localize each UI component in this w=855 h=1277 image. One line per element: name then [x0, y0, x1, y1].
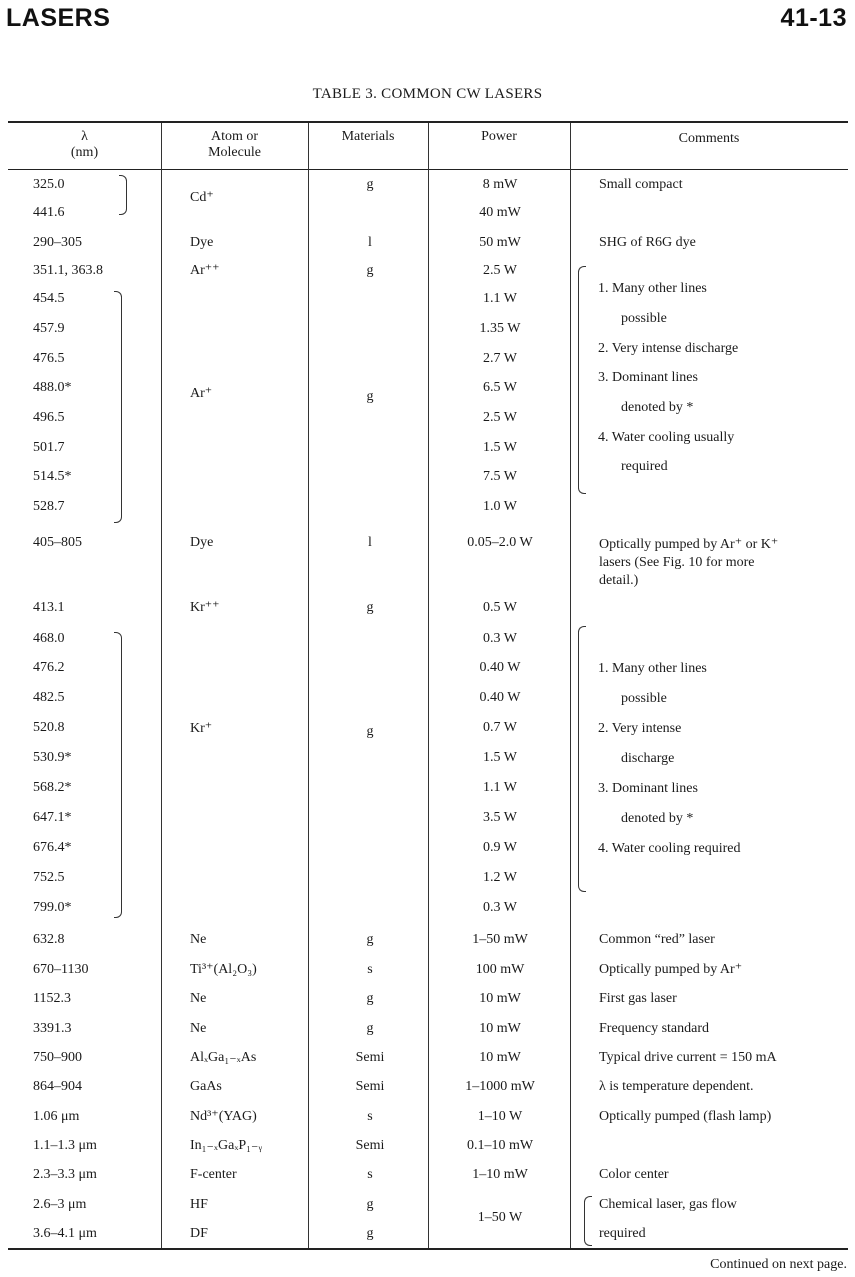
- power-cell: 1.35 W: [479, 321, 521, 336]
- power-cell: 1–10 W: [477, 1109, 523, 1124]
- power-cell: 0.40 W: [479, 660, 521, 675]
- atom-cell: Ne: [190, 932, 207, 947]
- lambda-cell: 476.2: [33, 660, 65, 675]
- comment-cell: Common “red” laser: [599, 932, 715, 947]
- ar-comment-line: denoted by *: [621, 400, 694, 415]
- power-cell: 1–50 mW: [472, 932, 528, 947]
- comment-cell: λ is temperature dependent.: [599, 1079, 754, 1094]
- power-cell: 1.1 W: [483, 780, 517, 795]
- lambda-cell: 454.5: [33, 291, 65, 306]
- power-cell: 1.0 W: [483, 499, 517, 514]
- running-header-title: LASERS: [6, 4, 111, 32]
- column-divider: [428, 123, 429, 1248]
- comment-cell: First gas laser: [599, 991, 677, 1006]
- ar-comment-line: possible: [621, 311, 667, 326]
- material-cell: g: [366, 932, 374, 947]
- atom-cell: Dye: [190, 235, 214, 250]
- lambda-cell: 514.5*: [33, 469, 72, 484]
- group-material-ar: g: [366, 389, 374, 404]
- atom-cell: AlₓGa₁₋ₓAs: [190, 1050, 257, 1065]
- lambda-cell: 351.1, 363.8: [33, 263, 103, 278]
- comment-cell: SHG of R6G dye: [599, 235, 696, 250]
- comment-bracket: [578, 626, 586, 892]
- comment-cell: Typical drive current = 150 mA: [599, 1050, 777, 1065]
- comment-cell: Optically pumped (flash lamp): [599, 1109, 772, 1124]
- lambda-cell: 405–805: [33, 535, 82, 550]
- power-cell: 8 mW: [482, 177, 518, 192]
- group-bracket: [119, 175, 127, 215]
- header-power: Power: [481, 129, 517, 144]
- atom-cell: Kr⁺⁺: [190, 600, 220, 615]
- lambda-cell: 501.7: [33, 440, 65, 455]
- lambda-cell: 647.1*: [33, 810, 72, 825]
- lambda-cell: 290–305: [33, 235, 82, 250]
- material-cell: g: [366, 1226, 374, 1241]
- ar-comment-line: 1. Many other lines: [598, 281, 707, 296]
- material-cell: l: [368, 535, 372, 550]
- header-lambda-unit: (nm): [70, 145, 99, 160]
- material-cell: g: [366, 991, 374, 1006]
- power-cell: 100 mW: [475, 962, 525, 977]
- power-cell: 0.5 W: [483, 600, 517, 615]
- material-cell: s: [367, 962, 373, 977]
- power-cell: 10 mW: [479, 1050, 521, 1065]
- lambda-cell: 488.0*: [33, 380, 72, 395]
- lambda-cell: 520.8: [33, 720, 65, 735]
- atom-cell: F-center: [190, 1167, 237, 1182]
- lambda-cell: 2.6–3 μm: [33, 1197, 87, 1212]
- power-cell: 50 mW: [479, 235, 521, 250]
- lambda-cell: 3.6–4.1 μm: [33, 1226, 97, 1241]
- power-cell: 0.40 W: [479, 690, 521, 705]
- comment-bracket: [584, 1196, 592, 1246]
- atom-cell: Ne: [190, 1021, 207, 1036]
- header-atom: Atom or: [210, 129, 259, 144]
- lambda-cell: 476.5: [33, 351, 65, 366]
- comment-cell: Frequency standard: [599, 1021, 710, 1036]
- atom-cell: Ti³⁺(Al₂O₃): [190, 962, 257, 977]
- dye-comment-line: detail.): [599, 573, 639, 588]
- group-atom-cd: Cd⁺: [190, 190, 214, 205]
- ar-comment-line: 2. Very intense discharge: [598, 341, 739, 356]
- comment-cell: Optically pumped by Ar⁺: [599, 962, 743, 977]
- lambda-cell: 750–900: [33, 1050, 82, 1065]
- power-cell: 2.5 W: [483, 410, 517, 425]
- power-cell: 1–1000 mW: [465, 1079, 535, 1094]
- lambda-cell: 670–1130: [33, 962, 89, 977]
- power-cell: 1.5 W: [483, 750, 517, 765]
- power-cell: 1.1 W: [483, 291, 517, 306]
- kr-comment-line: denoted by *: [621, 811, 694, 826]
- ar-comment-line: required: [621, 459, 668, 474]
- ar-comment-line: 3. Dominant lines: [598, 370, 698, 385]
- kr-comment-line: 4. Water cooling required: [598, 841, 741, 856]
- header-lambda: λ: [81, 129, 88, 144]
- atom-cell: In₁₋ₓGaₓP₁₋ᵧ: [190, 1138, 263, 1153]
- atom-cell: DF: [190, 1226, 208, 1241]
- column-divider: [161, 123, 162, 1248]
- power-cell: 10 mW: [479, 1021, 521, 1036]
- group-power-hfdf: 1–50 W: [477, 1210, 523, 1225]
- atom-cell: GaAs: [190, 1079, 222, 1094]
- group-comment-cd: Small compact: [599, 177, 683, 192]
- atom-cell: HF: [190, 1197, 208, 1212]
- hfdf-comment-line: Chemical laser, gas flow: [599, 1197, 737, 1212]
- lambda-cell: 1.1–1.3 μm: [33, 1138, 97, 1153]
- lambda-cell: 441.6: [33, 205, 65, 220]
- power-cell: 3.5 W: [483, 810, 517, 825]
- kr-comment-line: 1. Many other lines: [598, 661, 707, 676]
- material-cell: g: [366, 1197, 374, 1212]
- dye-comment-line: lasers (See Fig. 10 for more: [599, 555, 755, 570]
- lambda-cell: 864–904: [33, 1079, 82, 1094]
- group-bracket: [114, 632, 122, 918]
- kr-comment-line: possible: [621, 691, 667, 706]
- material-cell: s: [367, 1167, 373, 1182]
- material-cell: l: [368, 235, 372, 250]
- power-cell: 10 mW: [479, 991, 521, 1006]
- lambda-cell: 752.5: [33, 870, 65, 885]
- atom-cell: Nd³⁺(YAG): [190, 1109, 257, 1124]
- material-cell: Semi: [355, 1050, 385, 1065]
- power-cell: 0.7 W: [483, 720, 517, 735]
- power-cell: 0.05–2.0 W: [467, 535, 533, 550]
- power-cell: 0.3 W: [483, 900, 517, 915]
- group-material-kr: g: [366, 724, 374, 739]
- lambda-cell: 482.5: [33, 690, 65, 705]
- kr-comment-line: 2. Very intense: [598, 721, 682, 736]
- power-cell: 7.5 W: [483, 469, 517, 484]
- power-cell: 0.1–10 mW: [466, 1138, 534, 1153]
- lambda-cell: 632.8: [33, 932, 65, 947]
- dye-comment-line: Optically pumped by Ar⁺ or K⁺: [599, 537, 779, 552]
- material-cell: g: [366, 1021, 374, 1036]
- power-cell: 0.9 W: [483, 840, 517, 855]
- comment-bracket: [578, 266, 586, 494]
- comment-cell: Color center: [599, 1167, 669, 1182]
- lambda-cell: 1152.3: [33, 991, 71, 1006]
- header-comments: Comments: [678, 131, 740, 146]
- power-cell: 2.7 W: [483, 351, 517, 366]
- atom-cell: Ne: [190, 991, 207, 1006]
- group-material-cd: g: [366, 177, 374, 192]
- lambda-cell: 413.1: [33, 600, 65, 615]
- lambda-cell: 468.0: [33, 631, 65, 646]
- material-cell: Semi: [355, 1138, 385, 1153]
- group-atom-ar: Ar⁺: [190, 386, 213, 401]
- kr-comment-line: 3. Dominant lines: [598, 781, 698, 796]
- lambda-cell: 3391.3: [33, 1021, 72, 1036]
- power-cell: 1–10 mW: [472, 1167, 528, 1182]
- column-divider: [308, 123, 309, 1248]
- lambda-cell: 496.5: [33, 410, 65, 425]
- table-bottom-rule: [8, 1248, 848, 1250]
- lambda-cell: 530.9*: [33, 750, 72, 765]
- material-cell: Semi: [355, 1079, 385, 1094]
- table-title: TABLE 3. COMMON CW LASERS: [312, 86, 543, 102]
- lambda-cell: 676.4*: [33, 840, 72, 855]
- material-cell: g: [366, 263, 374, 278]
- header-molecule: Molecule: [208, 145, 261, 160]
- atom-cell: Dye: [190, 535, 214, 550]
- kr-comment-line: discharge: [621, 751, 675, 766]
- lambda-cell: 568.2*: [33, 780, 72, 795]
- lambda-cell: 325.0: [33, 177, 65, 192]
- ar-comment-line: 4. Water cooling usually: [598, 430, 735, 445]
- material-cell: g: [366, 600, 374, 615]
- lambda-cell: 2.3–3.3 μm: [33, 1167, 97, 1182]
- group-atom-kr: Kr⁺: [190, 721, 213, 736]
- atom-cell: Ar⁺⁺: [190, 263, 220, 278]
- lambda-cell: 1.06 μm: [33, 1109, 80, 1124]
- hfdf-comment-line: required: [599, 1226, 646, 1241]
- lambda-cell: 457.9: [33, 321, 65, 336]
- page-number: 41-13: [780, 4, 847, 32]
- continued-note: Continued on next page.: [710, 1257, 847, 1272]
- power-cell: 0.3 W: [483, 631, 517, 646]
- power-cell: 40 mW: [479, 205, 521, 220]
- power-cell: 6.5 W: [483, 380, 517, 395]
- column-divider: [570, 123, 571, 1248]
- power-cell: 1.2 W: [483, 870, 517, 885]
- group-bracket: [114, 291, 122, 523]
- lambda-cell: 799.0*: [33, 900, 72, 915]
- header-materials: Materials: [341, 129, 395, 144]
- power-cell: 1.5 W: [483, 440, 517, 455]
- power-cell: 2.5 W: [483, 263, 517, 278]
- material-cell: s: [367, 1109, 373, 1124]
- lambda-cell: 528.7: [33, 499, 65, 514]
